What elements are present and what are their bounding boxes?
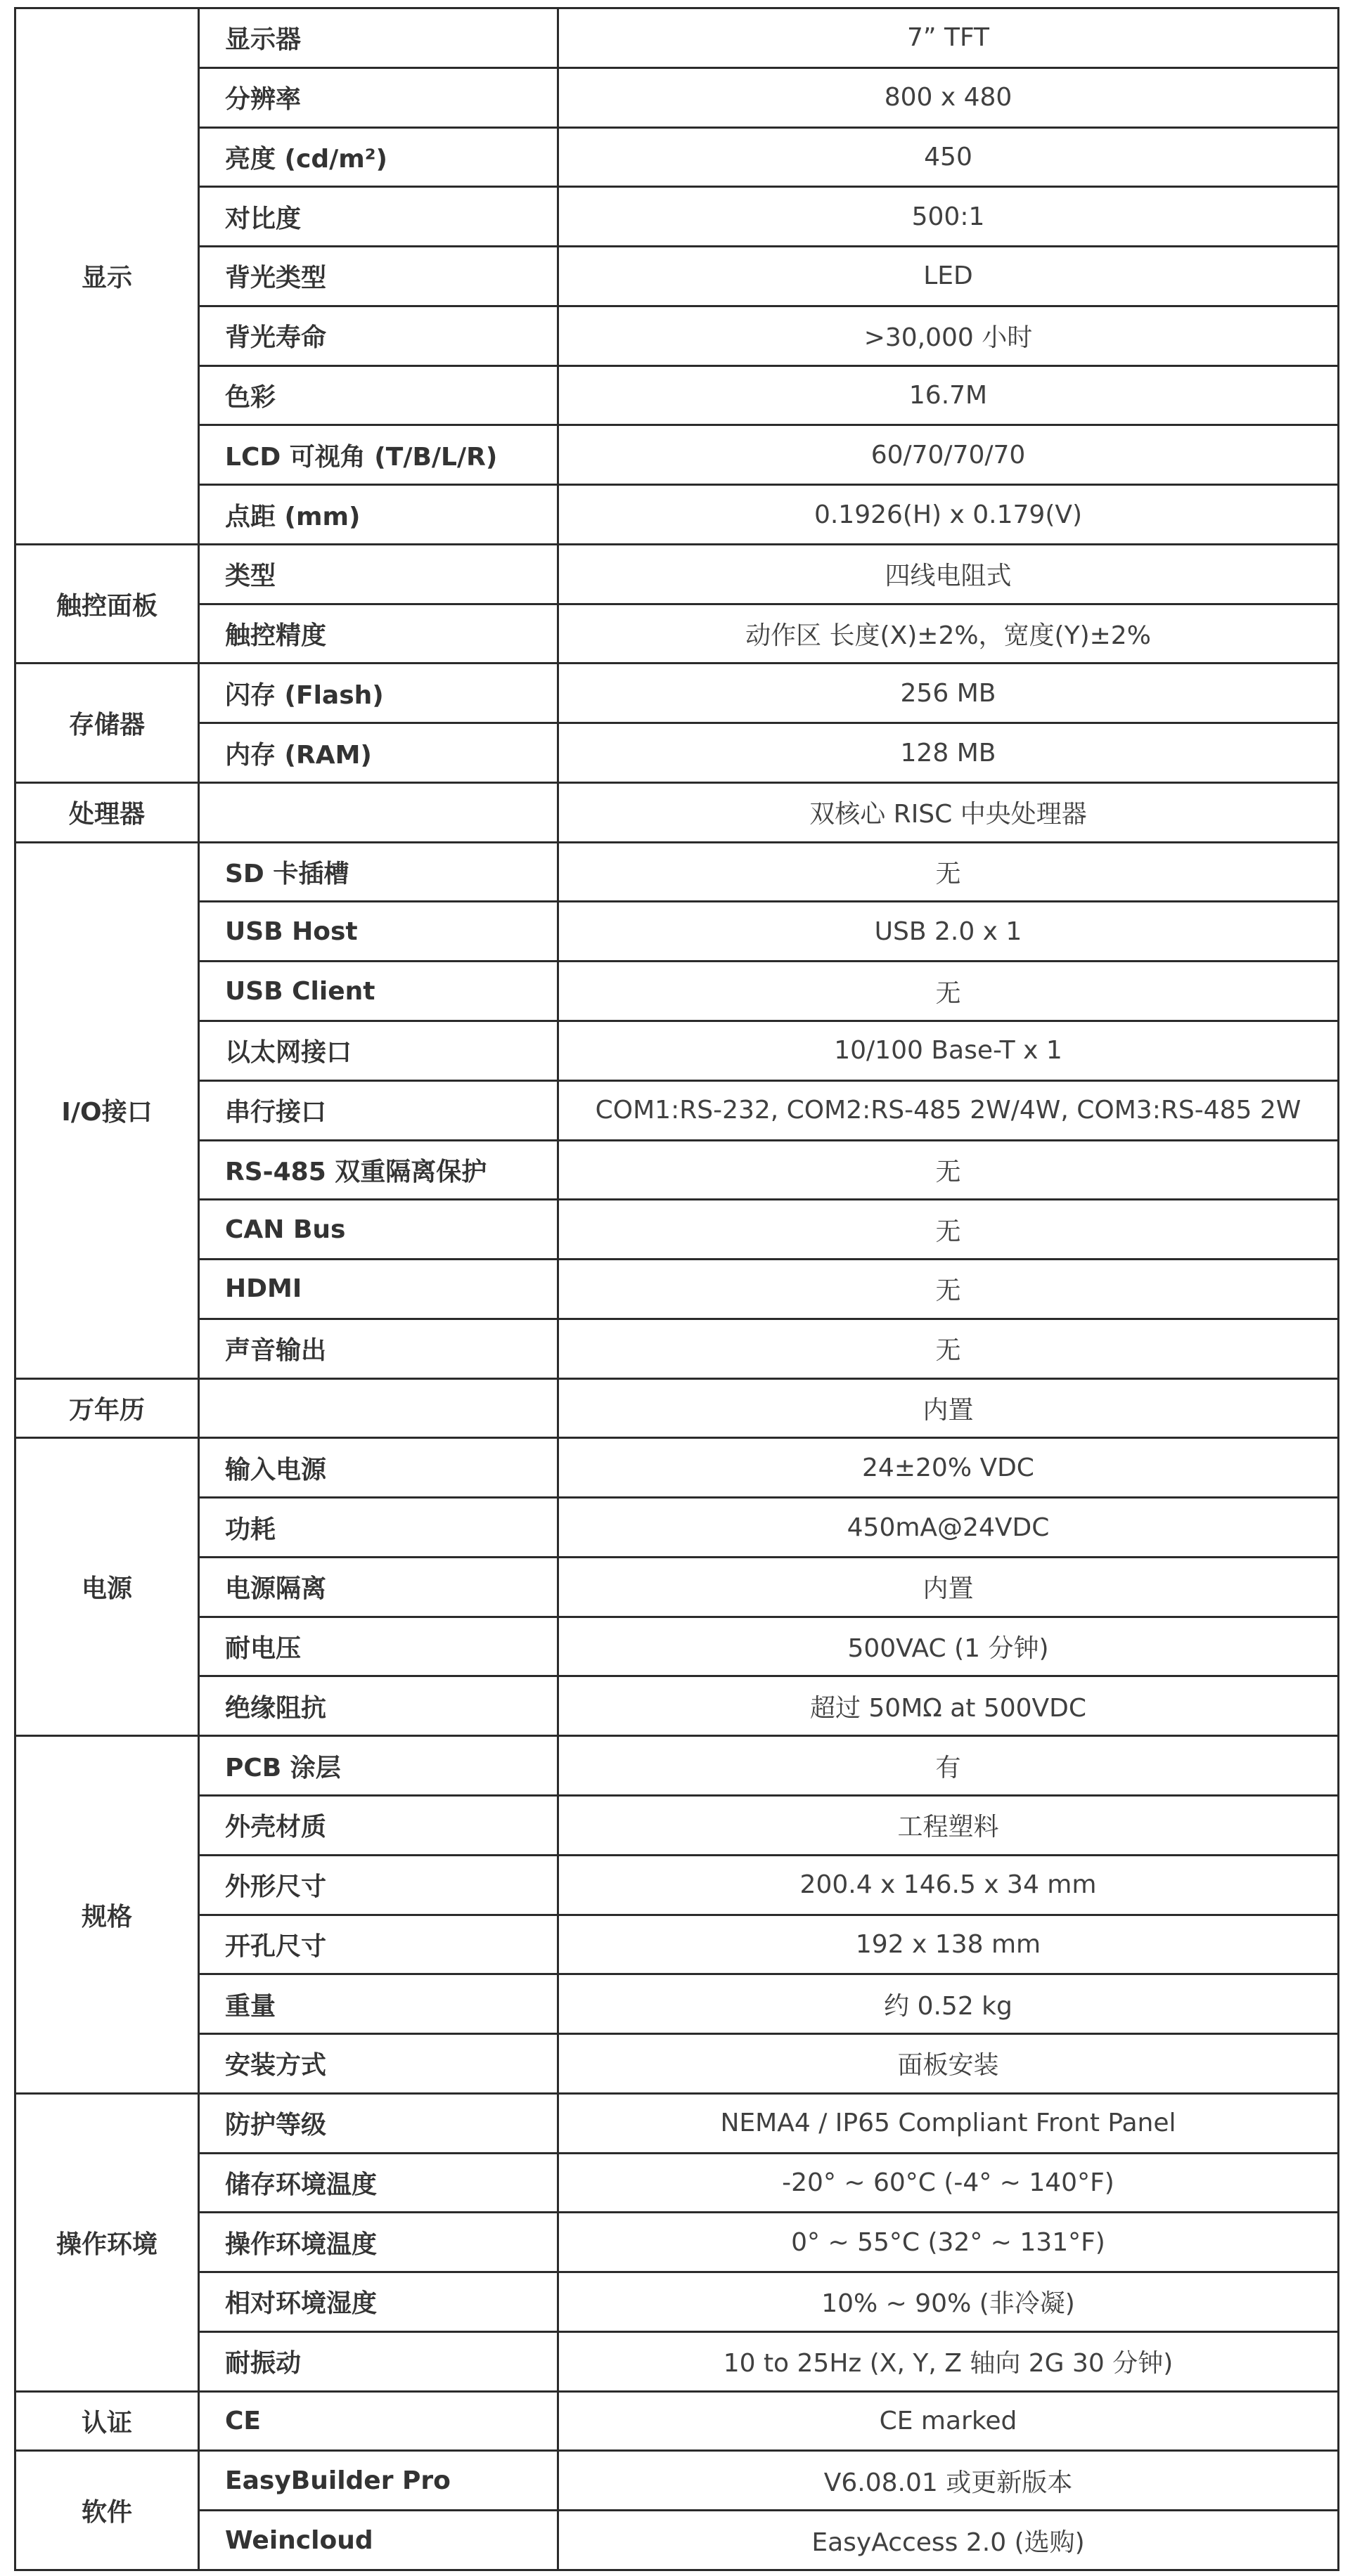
table-row [15,67,1339,127]
spec-table-body [15,8,1339,2570]
spec-label-cell: Weincloud [199,2511,558,2570]
spec-label-cell: 串行接口 [199,1080,558,1140]
spec-label-cell: PCB 涂层 [199,1736,558,1796]
spec-value-cell: 800 x 480 [558,67,1339,127]
table-row [15,2391,1339,2451]
spec-value-cell: 60/70/70/70 [558,425,1339,485]
group-name-cell: 软件 [15,2451,199,2570]
table-row [15,2213,1339,2272]
spec-label-cell: USB Host [199,902,558,962]
spec-value-cell: 10/100 Base-T x 1 [558,1021,1339,1081]
spec-label-cell: 安装方式 [199,2034,558,2094]
spec-label-cell: 重量 [199,1974,558,2034]
spec-label-cell: USB Client [199,962,558,1021]
spec-value-cell: 24±20% VDC [558,1438,1339,1498]
table-row [15,247,1339,306]
spec-label-cell: LCD 可视角 (T/B/L/R) [199,425,558,485]
spec-value-cell: 0.1926(H) x 0.179(V) [558,485,1339,545]
spec-label-cell: 耐电压 [199,1617,558,1676]
spec-value-cell: 500VAC (1 分钟) [558,1617,1339,1676]
group-name-cell: 万年历 [15,1378,199,1438]
spec-value-cell: 面板安装 [558,2034,1339,2094]
spec-value-cell: 有 [558,1736,1339,1796]
table-row [15,2272,1339,2332]
spec-label-cell: 耐振动 [199,2331,558,2391]
table-row [15,1498,1339,1558]
spec-value-cell: V6.08.01 或更新版本 [558,2451,1339,2511]
spec-value-cell: 450mA@24VDC [558,1498,1339,1558]
spec-value-cell: USB 2.0 x 1 [558,902,1339,962]
table-row [15,782,1339,842]
table-row [15,2511,1339,2570]
spec-label-cell: 以太网接口 [199,1021,558,1081]
table-row [15,1795,1339,1855]
spec-value-cell: 0° ~ 55°C (32° ~ 131°F) [558,2213,1339,2272]
table-row [15,1319,1339,1378]
spec-value-cell: 约 0.52 kg [558,1974,1339,2034]
table-row [15,1557,1339,1617]
spec-label-cell: 分辨率 [199,67,558,127]
spec-label-cell: 类型 [199,544,558,604]
table-row [15,544,1339,604]
table-row [15,1200,1339,1260]
spec-value-cell: 工程塑料 [558,1795,1339,1855]
spec-value-cell: 动作区 长度(X)±2%，宽度(Y)±2% [558,604,1339,664]
spec-label-cell: 触控精度 [199,604,558,664]
spec-value-cell: EasyAccess 2.0 (选购) [558,2511,1339,2570]
spec-label-cell: 点距 (mm) [199,485,558,545]
table-row [15,1080,1339,1140]
table-row [15,664,1339,723]
spec-value-cell: LED [558,247,1339,306]
table-row [15,2451,1339,2511]
spec-value-cell: 200.4 x 146.5 x 34 mm [558,1855,1339,1915]
spec-label-cell: 相对环境湿度 [199,2272,558,2332]
table-row [15,365,1339,425]
table-row [15,1260,1339,1319]
spec-label-cell: 对比度 [199,187,558,247]
table-row [15,902,1339,962]
table-row [15,842,1339,902]
spec-label-cell: 功耗 [199,1498,558,1558]
spec-label-cell: 背光类型 [199,247,558,306]
spec-label-cell: 色彩 [199,365,558,425]
spec-value-cell: 450 [558,127,1339,187]
spec-label-cell: 外壳材质 [199,1795,558,1855]
spec-label-cell: 电源隔离 [199,1557,558,1617]
spec-label-cell: SD 卡插槽 [199,842,558,902]
spec-value-cell: 内置 [558,1557,1339,1617]
spec-label-cell [199,1378,558,1438]
group-name-cell: 操作环境 [15,2093,199,2391]
group-name-cell: I/O接口 [15,842,199,1378]
spec-label-cell: 内存 (RAM) [199,723,558,783]
spec-value-cell: 双核心 RISC 中央处理器 [558,782,1339,842]
spec-label-cell [199,782,558,842]
table-row [15,1676,1339,1736]
table-row [15,1021,1339,1081]
table-row [15,2034,1339,2094]
spec-value-cell: 无 [558,1260,1339,1319]
table-row [15,485,1339,545]
spec-label-cell: 外形尺寸 [199,1855,558,1915]
spec-label-cell: 显示器 [199,8,558,68]
table-row [15,2331,1339,2391]
spec-label-cell: 绝缘阻抗 [199,1676,558,1736]
spec-label-cell: 闪存 (Flash) [199,664,558,723]
spec-value-cell: 无 [558,1140,1339,1200]
spec-value-cell: 128 MB [558,723,1339,783]
table-row [15,8,1339,68]
spec-value-cell: 无 [558,962,1339,1021]
spec-value-cell: >30,000 小时 [558,306,1339,365]
group-name-cell: 认证 [15,2391,199,2451]
spec-label-cell: CE [199,2391,558,2451]
group-name-cell: 电源 [15,1438,199,1736]
spec-label-cell: 开孔尺寸 [199,1915,558,1974]
spec-label-cell: 防护等级 [199,2093,558,2153]
spec-value-cell: 192 x 138 mm [558,1915,1339,1974]
table-row [15,1617,1339,1676]
group-name-cell: 处理器 [15,782,199,842]
spec-value-cell: 无 [558,842,1339,902]
spec-label-cell: 操作环境温度 [199,2213,558,2272]
spec-value-cell: 内置 [558,1378,1339,1438]
table-row [15,1736,1339,1796]
table-row [15,604,1339,664]
spec-label-cell: 输入电源 [199,1438,558,1498]
table-row [15,1378,1339,1438]
group-name-cell: 存储器 [15,664,199,783]
spec-label-cell: RS-485 双重隔离保护 [199,1140,558,1200]
spec-value-cell: COM1:RS-232, COM2:RS-485 2W/4W, COM3:RS-485 2W [558,1080,1339,1140]
spec-value-cell: 无 [558,1319,1339,1378]
table-row [15,723,1339,783]
group-name-cell: 显示 [15,8,199,545]
table-row [15,127,1339,187]
table-row [15,962,1339,1021]
spec-value-cell: NEMA4 / IP65 Compliant Front Panel [558,2093,1339,2153]
spec-table [14,7,1339,2571]
spec-label-cell: 储存环境温度 [199,2153,558,2213]
group-name-cell: 规格 [15,1736,199,2094]
spec-value-cell: 256 MB [558,664,1339,723]
table-row [15,1855,1339,1915]
table-row [15,1974,1339,2034]
spec-value-cell: 10% ~ 90% (非冷凝) [558,2272,1339,2332]
spec-label-cell: HDMI [199,1260,558,1319]
spec-label-cell: EasyBuilder Pro [199,2451,558,2511]
spec-value-cell: 无 [558,1200,1339,1260]
table-row [15,2093,1339,2153]
spec-label-cell: 背光寿命 [199,306,558,365]
spec-label-cell: CAN Bus [199,1200,558,1260]
spec-value-cell: 超过 50MΩ at 500VDC [558,1676,1339,1736]
group-name-cell: 触控面板 [15,544,199,664]
table-row [15,2153,1339,2213]
spec-value-cell: 7” TFT [558,8,1339,68]
table-row [15,1915,1339,1974]
table-row [15,306,1339,365]
spec-value-cell: 500:1 [558,187,1339,247]
table-row [15,425,1339,485]
spec-label-cell: 亮度 (cd/m²) [199,127,558,187]
table-row [15,187,1339,247]
table-row [15,1438,1339,1498]
spec-label-cell: 声音输出 [199,1319,558,1378]
spec-value-cell: CE marked [558,2391,1339,2451]
spec-value-cell: -20° ~ 60°C (-4° ~ 140°F) [558,2153,1339,2213]
spec-value-cell: 16.7M [558,365,1339,425]
spec-value-cell: 10 to 25Hz (X, Y, Z 轴向 2G 30 分钟) [558,2331,1339,2391]
table-row [15,1140,1339,1200]
spec-value-cell: 四线电阻式 [558,544,1339,604]
